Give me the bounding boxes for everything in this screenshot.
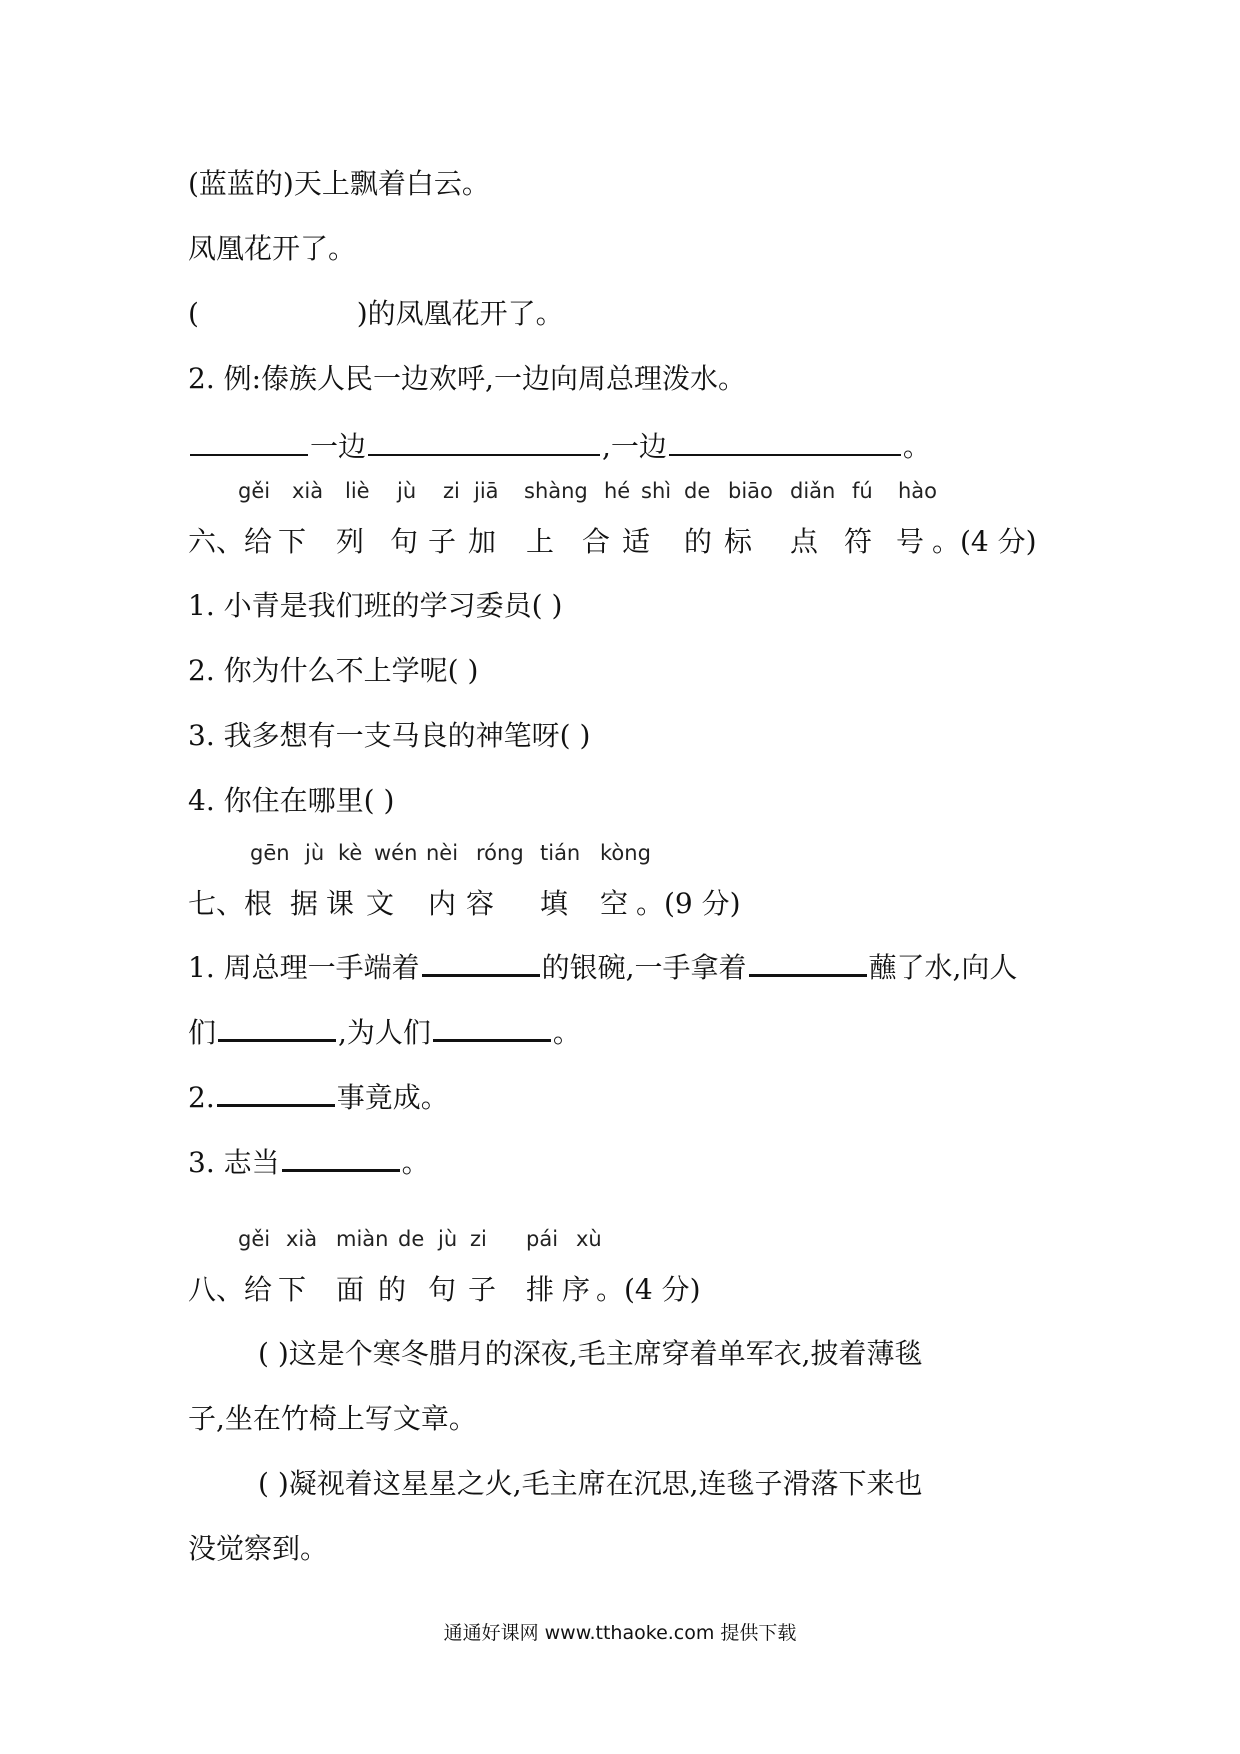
pinyin-syllable: de [398, 1227, 425, 1251]
answer-blank[interactable] [190, 426, 308, 456]
heading-char: 八、给 [188, 1273, 273, 1306]
heading-char: 上 [526, 525, 555, 558]
punctuation-item-3: 3. 我多想有一支马良的神笔呀( ) [188, 719, 591, 752]
heading-char: 六、给 [188, 525, 273, 558]
pinyin-syllable: kè [338, 841, 363, 865]
answer-blank[interactable] [368, 426, 600, 456]
answer-blank[interactable] [218, 1011, 336, 1042]
pinyin-syllable: jù [397, 479, 417, 503]
fill-sentence [188, 296, 564, 332]
pinyin-syllable: zi [470, 1227, 487, 1251]
pinyin-syllable: xià [292, 479, 324, 503]
pinyin-syllable: hào [898, 479, 938, 503]
fill-open-paren: ( [188, 297, 199, 330]
order-item-1-line1: ( )这是个寒冬腊月的深夜,毛主席穿着单军衣,披着薄毯 [258, 1337, 923, 1370]
pinyin-syllable: gěi [238, 1227, 271, 1251]
answer-blank[interactable] [433, 1011, 551, 1042]
base-sentence: 凤凰花开了。 [188, 232, 357, 265]
section7-pinyin [0, 840, 1240, 866]
example-sentence: (蓝蓝的)天上飘着白云。 [188, 167, 490, 200]
pinyin-syllable: xià [286, 1227, 318, 1251]
answer-blank[interactable] [669, 426, 901, 456]
pinyin-syllable: kòng [600, 841, 651, 865]
heading-char: 子 [468, 1273, 497, 1306]
pinyin-syllable: tián [540, 841, 581, 865]
q3-text: 。 [401, 1146, 430, 1179]
order-item-2-line2: 没觉察到。 [188, 1532, 329, 1565]
heading-char: 填 [540, 887, 569, 920]
answer-blank[interactable] [282, 1141, 400, 1172]
pinyin-syllable: jiā [474, 479, 499, 503]
heading-char: 容 [466, 887, 495, 920]
section6-pinyin [0, 478, 1240, 504]
heading-char: 。(9 分) [636, 887, 741, 920]
pinyin-syllable: gěi [238, 479, 271, 503]
pinyin-syllable: diǎn [790, 479, 836, 503]
section6-heading [0, 524, 1240, 560]
heading-char: 据 [290, 887, 319, 920]
q2-part1: 一边 [310, 430, 367, 463]
q1-text: ,为人们 [338, 1016, 431, 1049]
pinyin-syllable: jù [438, 1227, 458, 1251]
pinyin-syllable: zi [443, 479, 460, 503]
answer-blank[interactable] [422, 946, 540, 977]
q1-text: 蘸了水,向人 [868, 951, 1018, 984]
heading-char: 合 [582, 525, 611, 558]
pinyin-syllable: róng [476, 841, 524, 865]
pinyin-syllable: liè [345, 479, 370, 503]
heading-char: 下 [278, 1273, 307, 1306]
q2-end: 。 [902, 430, 931, 463]
heading-char: 面 [336, 1273, 365, 1306]
heading-char: 列 [336, 525, 365, 558]
heading-char: 文 [366, 887, 395, 920]
q1-text: 。 [552, 1016, 581, 1049]
heading-char: 序 [562, 1273, 591, 1306]
pinyin-syllable: hé [604, 479, 631, 503]
q2-text: 事竟成。 [336, 1081, 449, 1114]
heading-char: 内 [428, 887, 457, 920]
answer-blank[interactable] [749, 946, 867, 977]
heading-char: 空 [600, 887, 629, 920]
fill-q2 [188, 1076, 449, 1116]
section7-heading [0, 886, 1240, 922]
answer-blank[interactable] [217, 1076, 335, 1107]
pinyin-syllable: miàn [336, 1227, 389, 1251]
fill-q3 [188, 1141, 430, 1181]
heading-char: 点 [790, 525, 819, 558]
pinyin-syllable: jù [305, 841, 325, 865]
heading-char: 。(4 分) [932, 525, 1037, 558]
q1-text: 1. 周总理一手端着 [188, 951, 420, 984]
heading-char: 排 [526, 1273, 555, 1306]
punctuation-item-2: 2. 你为什么不上学呢( ) [188, 654, 479, 687]
pinyin-syllable: wén [374, 841, 418, 865]
pinyin-syllable: nèi [426, 841, 459, 865]
pinyin-syllable: xù [576, 1227, 602, 1251]
order-item-2-line1: ( )凝视着这星星之火,毛主席在沉思,连毯子滑落下来也 [258, 1467, 923, 1500]
heading-char: 标 [724, 525, 753, 558]
heading-char: 。(4 分) [596, 1273, 701, 1306]
pinyin-syllable: shàng [524, 479, 588, 503]
heading-char: 七、根 [188, 887, 273, 920]
heading-char: 的 [684, 525, 713, 558]
punctuation-item-1: 1. 小青是我们班的学习委员( ) [188, 589, 563, 622]
punctuation-item-4: 4. 你住在哪里( ) [188, 784, 395, 817]
fill-close-text: )的凤凰花开了。 [356, 297, 564, 330]
heading-char: 下 [278, 525, 307, 558]
q1-text: 们 [188, 1016, 217, 1049]
pinyin-syllable: fú [852, 479, 873, 503]
pinyin-syllable: gēn [250, 841, 290, 865]
heading-char: 句 [428, 1273, 457, 1306]
heading-char: 符 [844, 525, 873, 558]
pinyin-syllable: de [684, 479, 711, 503]
footer-credit: 通通好课网 www.tthaoke.com 提供下载 [443, 1622, 797, 1644]
heading-char: 加 [468, 525, 497, 558]
heading-char: 适 [622, 525, 651, 558]
q1-text: 的银碗,一手拿着 [541, 951, 747, 984]
fill-q1-line1 [188, 946, 1017, 986]
section8-heading [0, 1272, 1240, 1308]
heading-char: 子 [428, 525, 457, 558]
heading-char: 课 [326, 887, 355, 920]
q2-text: 2. [188, 1081, 215, 1114]
q2-part2: ,一边 [602, 430, 667, 463]
section8-pinyin [0, 1226, 1240, 1252]
pinyin-syllable: shì [641, 479, 672, 503]
heading-char: 句 [390, 525, 419, 558]
q2-answer-line [188, 426, 931, 465]
q2-example: 2. 例:傣族人民一边欢呼,一边向周总理泼水。 [188, 362, 746, 395]
pinyin-syllable: biāo [728, 479, 773, 503]
order-item-1-line2: 子,坐在竹椅上写文章。 [188, 1402, 477, 1435]
fill-q1-line2 [188, 1011, 581, 1051]
q3-text: 3. 志当 [188, 1146, 280, 1179]
pinyin-syllable: pái [526, 1227, 559, 1251]
heading-char: 的 [378, 1273, 407, 1306]
heading-char: 号 [896, 525, 925, 558]
